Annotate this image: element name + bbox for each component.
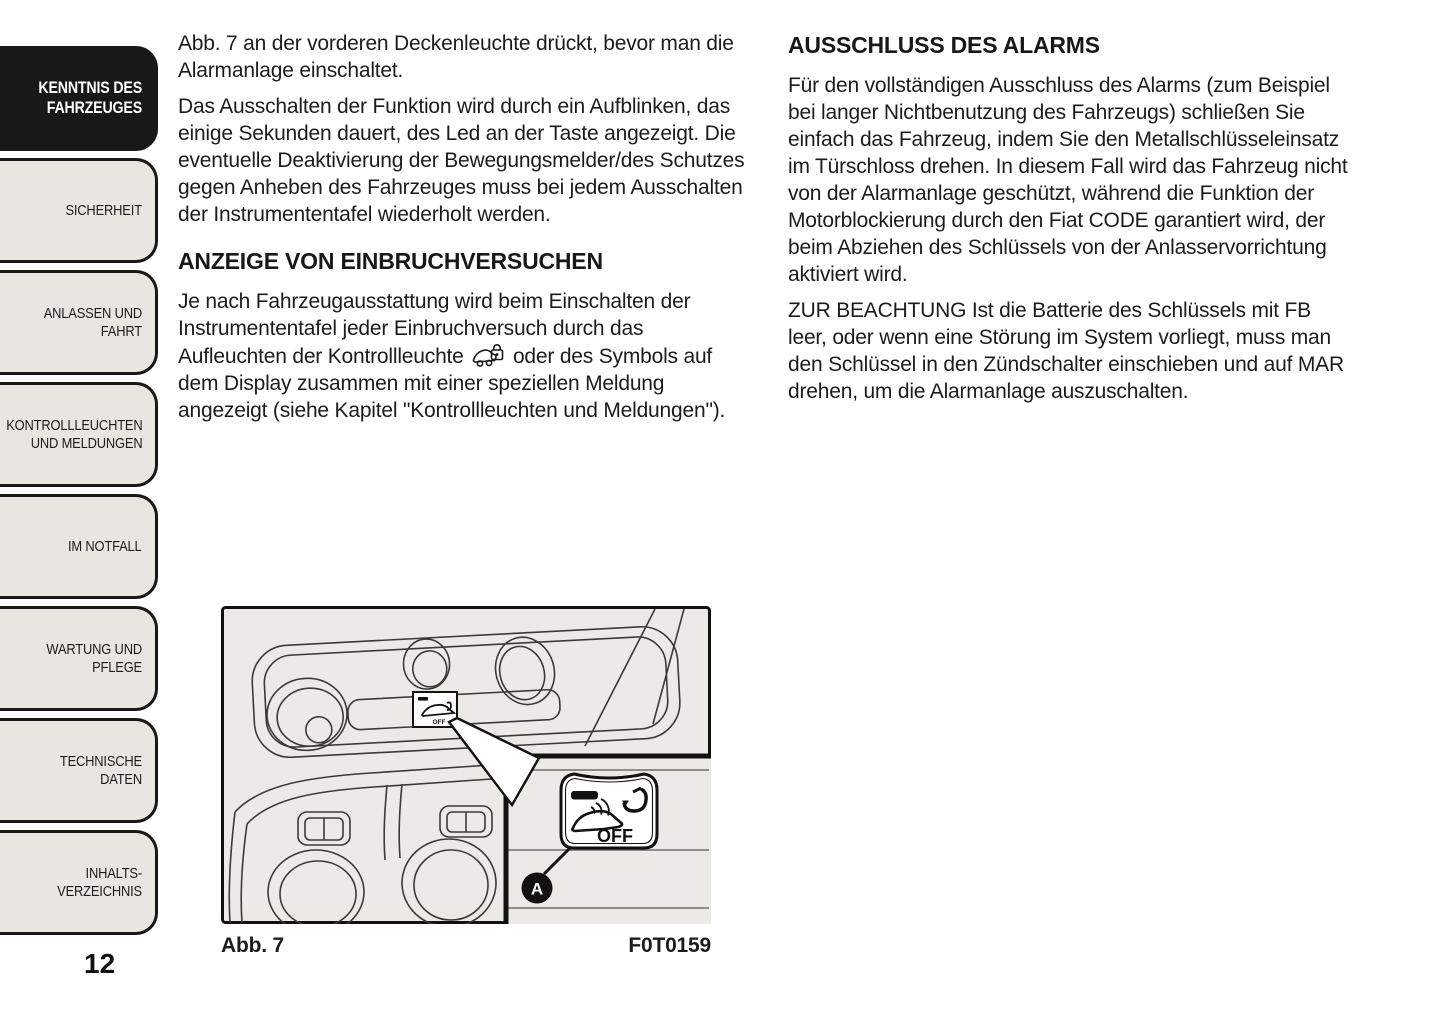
sidebar-item-im-notfall[interactable] — [0, 494, 158, 599]
car-lock-indicator-icon — [472, 342, 504, 368]
sidebar-item-label: TECHNISCHE DATEN — [59, 752, 142, 788]
ceiling-light-illustration — [221, 606, 711, 924]
figure-abb7 — [221, 606, 711, 958]
paragraph-with-icon — [178, 288, 752, 424]
paragraph-text: Je nach Fahrzeugausstattung wird beim Einschalten der Instrumententafel jeder Einbruchversuch durch das Aufleuchten der Kontrollleuchte — [178, 290, 691, 368]
paragraph: ZUR BEACHTUNG Ist die Batterie des Schlüssels mit FB leer, oder wenn eine Störung im System vorliegt, muss man den Schlüssel in den Zündschalter einschieben und auf MAR drehen, um die Alarmanlage auszuschalten. — [788, 299, 1344, 403]
page-number: 12 — [84, 948, 116, 979]
sidebar-item-inhaltsverzeichnis[interactable] — [0, 830, 158, 935]
sidebar-item-label: INHALTS-VERZEICHNIS — [57, 864, 142, 900]
tow-away-alarm-off-button-icon — [561, 774, 657, 848]
svg-text:A: A — [530, 879, 544, 899]
section-heading: AUSSCHLUSS DES ALARMS — [788, 32, 1100, 58]
paragraph-text: oder des Symbols auf dem Display zusammen mit einer speziellen Meldung angezeigt (siehe Kapitel "Kontrollleuchten und Meldungen"). — [178, 345, 726, 422]
paragraph: Für den vollständigen Ausschluss des Alarms (zum Beispiel bei langer Nichtbenutzung des Fahrzeugs) schließen Sie einfach das Fahrzeug, indem Sie den Metallschlüsseleinsatz im Türschloss drehen. In diesem Fall wird das Fahrzeug nicht von der Alarmanlage geschützt, während die Funktion der Motorblockierung durch den Fiat CODE garantiert wird, der beim Abziehen des Schlüssels von der Anlasservorrichtung aktiviert wird. — [788, 74, 1348, 286]
figure-code: F0T0159 — [628, 934, 711, 957]
figure-caption: Abb. 7 — [221, 934, 284, 957]
sidebar-item-label: IM NOTFALL — [68, 537, 142, 555]
sidebar-item-kenntnis-des-fahrzeuges[interactable] — [0, 46, 158, 151]
sidebar-item-kontrollleuchten[interactable] — [0, 382, 158, 487]
sidebar-item-technische-daten[interactable] — [0, 718, 158, 823]
led-dash — [571, 791, 598, 800]
sidebar-item-label: KENNTNIS DES FAHRZEUGES — [38, 79, 142, 117]
left-text-column — [178, 30, 752, 433]
right-text-column — [788, 30, 1354, 414]
sidebar-item-wartung-und-pflege[interactable] — [0, 606, 158, 711]
chapter-tab-index — [0, 46, 158, 942]
sidebar-item-label: SICHERHEIT — [65, 201, 142, 219]
paragraph: Abb. 7 an der vorderen Deckenleuchte drückt, bevor man die Alarmanlage einschaltet. — [178, 32, 734, 82]
paragraph: Das Ausschalten der Funktion wird durch ein Aufblinken, das einige Sekunden dauert, des Led an der Taste angezeigt. Die eventuelle Deaktivierung der Bewegungsmelder/des Schutzes gegen Anheben des Fahrzeuges muss bei jedem Ausschalten der Instrumententafel wiederholt werden. — [178, 95, 745, 226]
sidebar-item-sicherheit[interactable] — [0, 158, 158, 263]
section-heading: ANZEIGE VON EINBRUCHVERSUCHEN — [178, 248, 603, 274]
off-label: OFF — [597, 826, 633, 846]
sidebar-item-anlassen-und-fahrt[interactable] — [0, 270, 158, 375]
sidebar-item-label: WARTUNG UND PFLEGE — [46, 640, 142, 676]
sidebar-item-label: KONTROLLLEUCHTEN UND MELDUNGEN — [5, 416, 143, 452]
sidebar-item-label: ANLASSEN UND FAHRT — [43, 304, 143, 340]
svg-text:OFF: OFF — [432, 719, 446, 726]
